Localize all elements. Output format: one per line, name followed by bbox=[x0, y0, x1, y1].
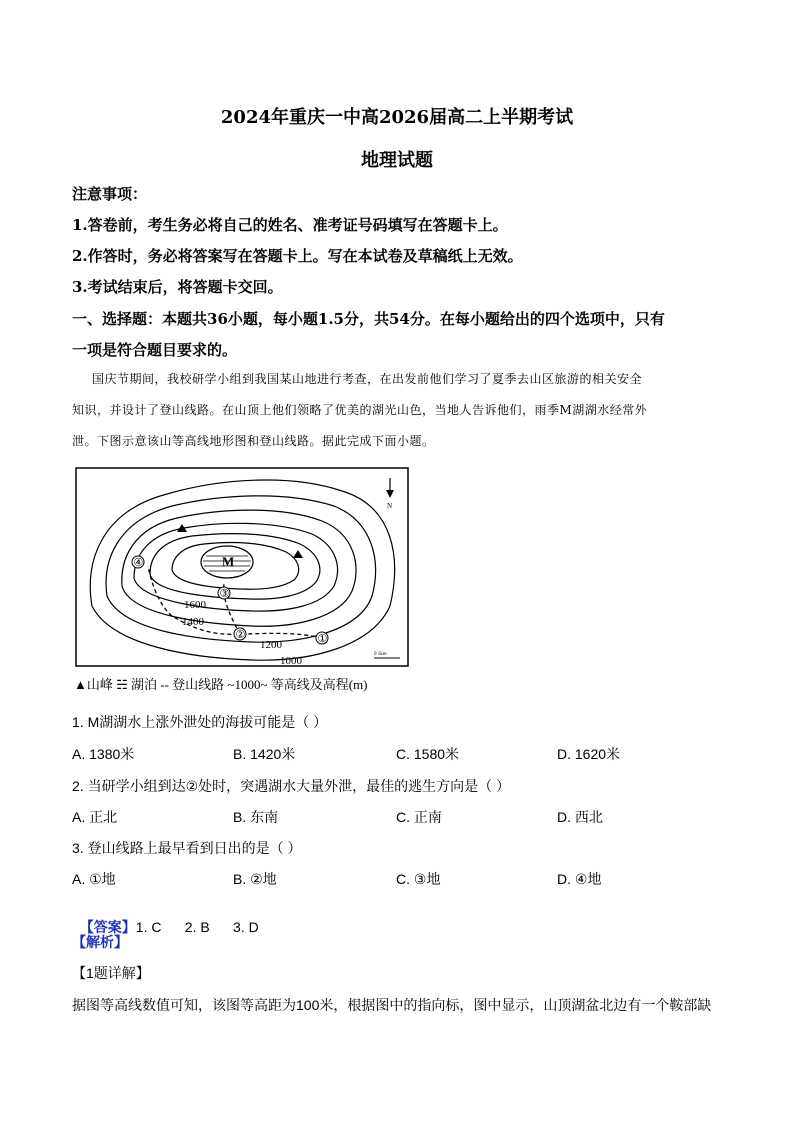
q2-option-a[interactable]: A. 正北 bbox=[72, 809, 118, 825]
q2-option-d[interactable]: D. 西北 bbox=[557, 809, 603, 825]
q1-option-c[interactable]: C. 1580米 bbox=[396, 746, 460, 762]
contour-label: 1600 bbox=[184, 599, 206, 611]
analysis-text: 据图等高线数值可知，该图等高距为100米，根据图中的指向标，图中显示，山顶湖盆北边有一个鞍部缺 bbox=[72, 997, 712, 1013]
q3-option-a[interactable]: A. ①地 bbox=[72, 871, 116, 887]
map-legend: ▲山峰 ☵ 湖泊 -- 登山线路 ~1000~ 等高线及高程(m) bbox=[74, 677, 368, 692]
passage-line: 知识，并设计了登山线路。在山顶上他们领略了优美的湖光山色，当地人告诉他们，雨季M湖湖水经常外 bbox=[72, 403, 648, 417]
point-4-label: ④ bbox=[133, 557, 144, 569]
contour-label: 1200 bbox=[260, 639, 282, 651]
q1-option-b[interactable]: B. 1420米 bbox=[233, 746, 296, 762]
q3-option-d[interactable]: D. ④地 bbox=[557, 871, 602, 887]
point-1-label: ① bbox=[317, 633, 328, 645]
question-3-stem: 3. 登山线路上最早看到日出的是（ ） bbox=[72, 840, 302, 856]
notice-heading: 注意事项： bbox=[72, 185, 148, 203]
lake-label: M bbox=[222, 554, 235, 569]
section-instruction-cont: 一项是符合题目要求的。 bbox=[72, 341, 238, 359]
question-2-stem: 2. 当研学小组到达②处时，突遇湖水大量外泄，最佳的逃生方向是（ ） bbox=[72, 778, 511, 794]
point-2-label: ② bbox=[235, 629, 246, 641]
notice-item: 2.作答时，务必将答案写在答题卡上。写在本试卷及草稿纸上无效。 bbox=[72, 247, 523, 265]
scale-label: 0 1km bbox=[374, 652, 387, 657]
page-subtitle: 地理试题 bbox=[361, 150, 433, 171]
contour-label: 1400 bbox=[182, 616, 204, 628]
notice-item: 1.答卷前，考生务必将自己的姓名、准考证号码填写在答题卡上。 bbox=[72, 216, 508, 234]
q3-option-c[interactable]: C. ③地 bbox=[396, 871, 441, 887]
q2-option-c[interactable]: C. 正南 bbox=[396, 809, 442, 825]
q3-option-b[interactable]: B. ②地 bbox=[233, 871, 277, 887]
q1-option-a[interactable]: A. 1380米 bbox=[72, 746, 135, 762]
notice-item: 3.考试结束后，将答题卡交回。 bbox=[72, 278, 283, 296]
page-title: 2024年重庆一中高2026届高二上半期考试 bbox=[220, 107, 574, 128]
q1-option-d[interactable]: D. 1620米 bbox=[557, 746, 621, 762]
point-3-label: ③ bbox=[219, 588, 230, 600]
section-instruction: 一、选择题：本题共36小题，每小题1.5分，共54分。在每小题给出的四个选项中，只有 bbox=[72, 310, 665, 328]
north-label: N bbox=[387, 502, 393, 510]
passage-line: 泄。下图示意该山等高线地形图和登山线路。据此完成下面小题。 bbox=[72, 434, 435, 448]
analysis-tag: 【解析】 bbox=[72, 934, 128, 950]
detail-tag: 【1题详解】 bbox=[72, 965, 150, 981]
passage-line: 国庆节期间，我校研学小组到我国某山地进行考查，在出发前他们学习了夏季去山区旅游的相关安全 bbox=[92, 372, 643, 386]
q2-option-b[interactable]: B. 东南 bbox=[233, 809, 279, 825]
question-1-stem: 1. M湖湖水上涨外泄处的海拔可能是（ ） bbox=[72, 714, 328, 730]
answer-text: 1. C 2. B 3. D bbox=[135, 919, 259, 935]
contour-label: 1000 bbox=[280, 655, 302, 667]
answer-tag: 【答案】 bbox=[79, 919, 136, 935]
contour-map bbox=[72, 466, 412, 698]
